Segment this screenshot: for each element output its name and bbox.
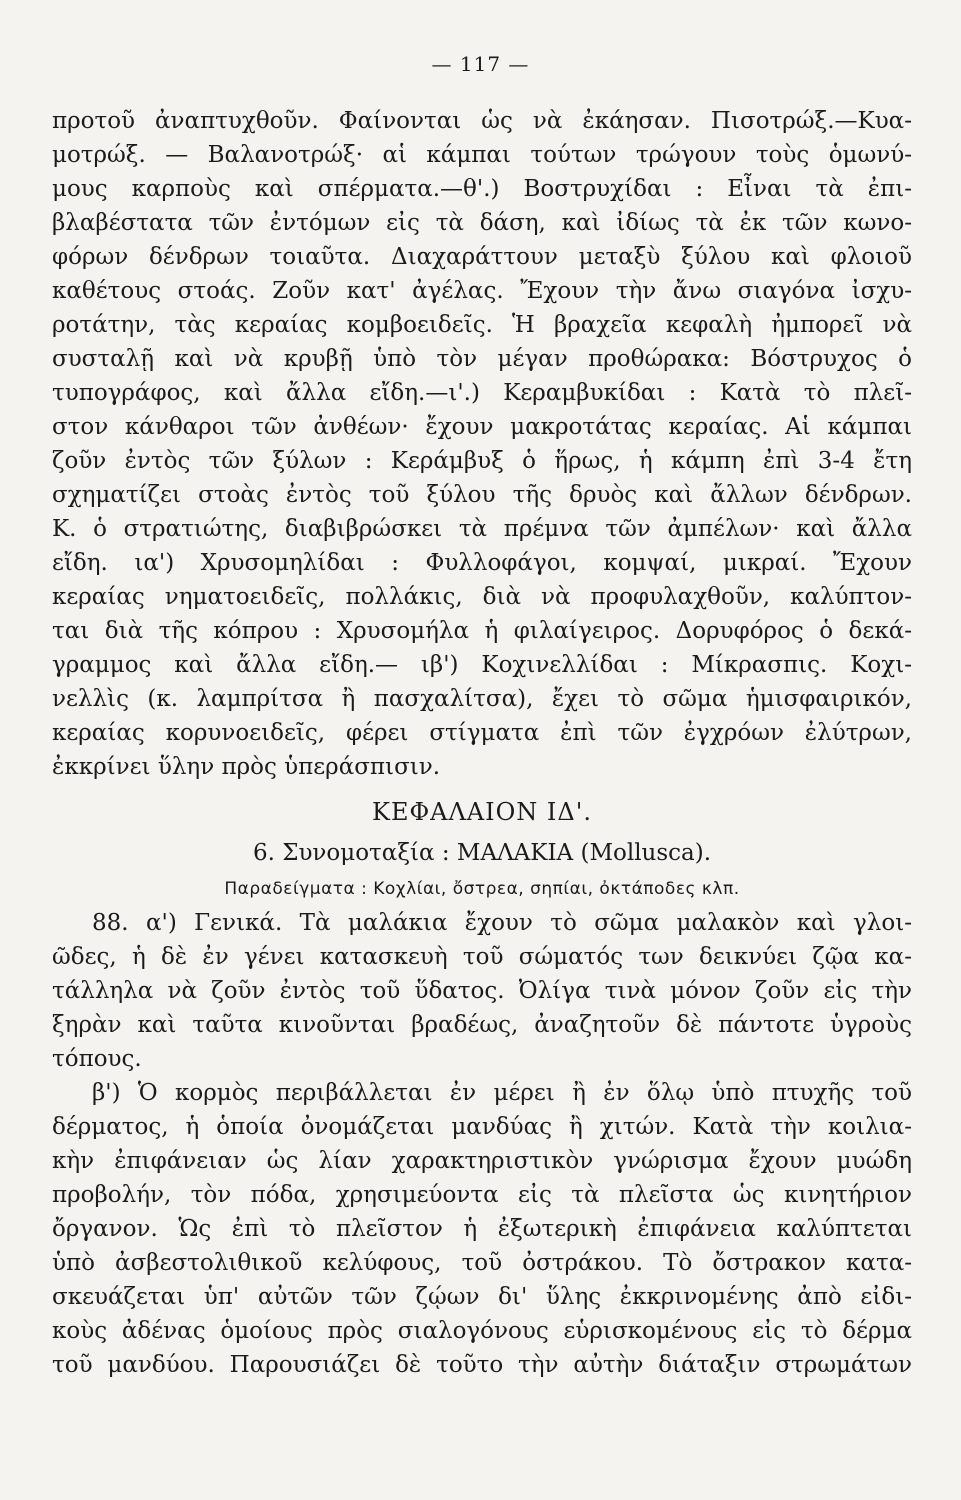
text-line: ὑπὸ ἀσβεστολιθικοῦ κελύφους, τοῦ ὀστράκου. Τὸ ὄστρακον κατα-	[52, 1250, 912, 1276]
text-line: ξηρὰν καὶ ταῦτα κινοῦνται βραδέως, ἀναζητοῦν δὲ πάντοτε ὑγροὺς	[52, 1012, 912, 1038]
text-line: τοῦ μανδύου. Παρουσιάζει δὲ τοῦτο τὴν αὐτὴν διάταξιν στρωμάτων	[52, 1352, 912, 1378]
text-line: σχηματίζει στοὰς ἐντὸς τοῦ ξύλου τῆς δρυὸς καὶ ἄλλων δένδρων.	[52, 482, 912, 508]
text-line: τάλληλα νὰ ζοῦν ἐντὸς τοῦ ὕδατος. Ὀλίγα τινὰ μόνον ζοῦν εἰς τὴν	[52, 978, 912, 1004]
text-line: φόρων δένδρων τοιαῦτα. Διαχαράττουν μεταξὺ ξύλου καὶ φλοιοῦ	[52, 244, 912, 270]
text-line: νελλὶς (κ. λαμπρίτσα ἢ πασχαλίτσα), ἔχει τὸ σῶμα ἡμισφαιρικόν,	[52, 686, 912, 712]
text-line: γραμμος καὶ ἄλλα εἴδη.— ιβ') Κοχινελλίδαι : Μίκρασπις. Κοχι-	[52, 652, 912, 678]
text-line: κὴν ἐπιφάνειαν ὡς λίαν χαρακτηριστικὸν γνώρισμα ἔχουν μυώδη	[52, 1148, 912, 1174]
text-line: κοὺς ἀδένας ὁμοίους πρὸς σιαλογόνους εὑρισκομένους εἰς τὸ δέρμα	[52, 1318, 912, 1344]
text-line: εἴδη. ια') Χρυσομηλίδαι : Φυλλοφάγοι, κομψαί, μικραί. Ἔχουν	[52, 550, 912, 576]
text-line: συσταλῇ καὶ νὰ κρυβῇ ὑπὸ τὸν μέγαν προθώρακα: Βόστρυχος ὁ	[52, 346, 912, 372]
text-line: ὄργανον. Ὡς ἐπὶ τὸ πλεῖστον ἡ ἐξωτερικὴ ἐπιφάνεια καλύπτεται	[52, 1216, 912, 1242]
text-line: στον κάνθαροι τῶν ἀνθέων· ἔχουν μακροτάτας κεραίας. Αἱ κάμπαι	[52, 414, 912, 440]
text-line: προβολήν, τὸν πόδα, χρησιμεύοντα εἰς τὰ πλεῖστα ὡς κινητήριον	[52, 1182, 912, 1208]
text-line: κεραίας νηματοειδεῖς, πολλάκις, διὰ νὰ προφυλαχθοῦν, καλύπτον-	[52, 584, 912, 610]
text-line: ῶδες, ἡ δὲ ἐν γένει κατασκευὴ τοῦ σώματός των δεικνύει ζῷα κα-	[52, 944, 912, 970]
text-line: τυπογράφος, καὶ ἄλλα εἴδη.—ι'.) Κεραμβυκίδαι : Κατὰ τὸ πλεῖ-	[52, 380, 912, 406]
text-line: δέρματος, ἡ ὁποία ὀνομάζεται μανδύας ἢ χιτών. Κατὰ τὴν κοιλια-	[52, 1114, 912, 1140]
examples-line: Παραδείγματα : Κοχλίαι, ὄστρεα, σηπίαι, ὀκτάποδες κλπ.	[224, 879, 740, 899]
text-line: βλαβέστατα τῶν ἐντόμων εἰς τὰ δάση, καὶ ἰδίως τὰ ἐκ τῶν κωνο-	[52, 210, 912, 236]
page-number: — 117 —	[431, 52, 530, 76]
text-line: β') Ὁ κορμὸς περιβάλλεται ἐν μέρει ἢ ἐν ὅλῳ ὑπὸ πτυχῆς τοῦ	[92, 1080, 912, 1106]
text-block	[52, 104, 912, 1382]
text-line: καθέτους στοάς. Ζοῦν κατ' ἀγέλας. Ἔχουν τὴν ἄνω σιαγόνα ἰσχυ-	[52, 278, 912, 304]
paragraph-general	[52, 906, 912, 1076]
text-line: ζοῦν ἐντὸς τῶν ξύλων : Κεράμβυξ ὁ ἥρως, ἡ κάμπη ἐπὶ 3-4 ἔτη	[52, 448, 912, 474]
text-line: Κ. ὁ στρατιώτης, διαβιβρώσκει τὰ πρέμνα τῶν ἀμπέλων· καὶ ἄλλα	[52, 516, 912, 542]
text-line: μοτρώξ. — Βαλανοτρώξ· αἱ κάμπαι τούτων τρώγουν τοὺς ὁμωνύ-	[52, 142, 912, 168]
text-line: μους καρποὺς καὶ σπέρματα.—θ'.) Βοστρυχίδαι : Εἶναι τὰ ἐπι-	[52, 176, 912, 202]
paragraph-insects	[52, 104, 912, 784]
text-line: τόπους.	[52, 1046, 142, 1072]
paragraph-mantle	[52, 1076, 912, 1382]
chapter-heading: ΚΕΦΑΛΑΙΟΝ ΙΔ'.	[372, 798, 592, 826]
section-subheading: 6. Συνομοταξία : ΜΑΛΑΚΙΑ (Mollusca).	[252, 840, 712, 866]
text-line: ται διὰ τῆς κόπρου : Χρυσομήλα ἡ φιλαίγειρος. Δορυφόρος ὁ δεκά-	[52, 618, 912, 644]
text-line: προτοῦ ἀναπτυχθοῦν. Φαίνονται ὡς νὰ ἐκάησαν. Πισοτρώξ.—Κυα-	[52, 108, 912, 134]
text-line: σκευάζεται ὑπ' αὐτῶν τῶν ζῴων δι' ὕλης ἐκκρινομένης ἀπὸ εἰδι-	[52, 1284, 912, 1310]
text-line: ροτάτην, τὰς κεραίας κομβοειδεῖς. Ἡ βραχεῖα κεφαλὴ ἠμπορεῖ νὰ	[52, 312, 912, 338]
text-line: κεραίας κορυνοειδεῖς, φέρει στίγματα ἐπὶ τῶν ἐγχρόων ἐλύτρων,	[52, 720, 912, 746]
text-line: 88. α') Γενικά. Τὰ μαλάκια ἔχουν τὸ σῶμα μαλακὸν καὶ γλοι-	[92, 910, 912, 936]
text-line: ἐκκρίνει ὕλην πρὸς ὑπεράσπισιν.	[52, 754, 441, 780]
